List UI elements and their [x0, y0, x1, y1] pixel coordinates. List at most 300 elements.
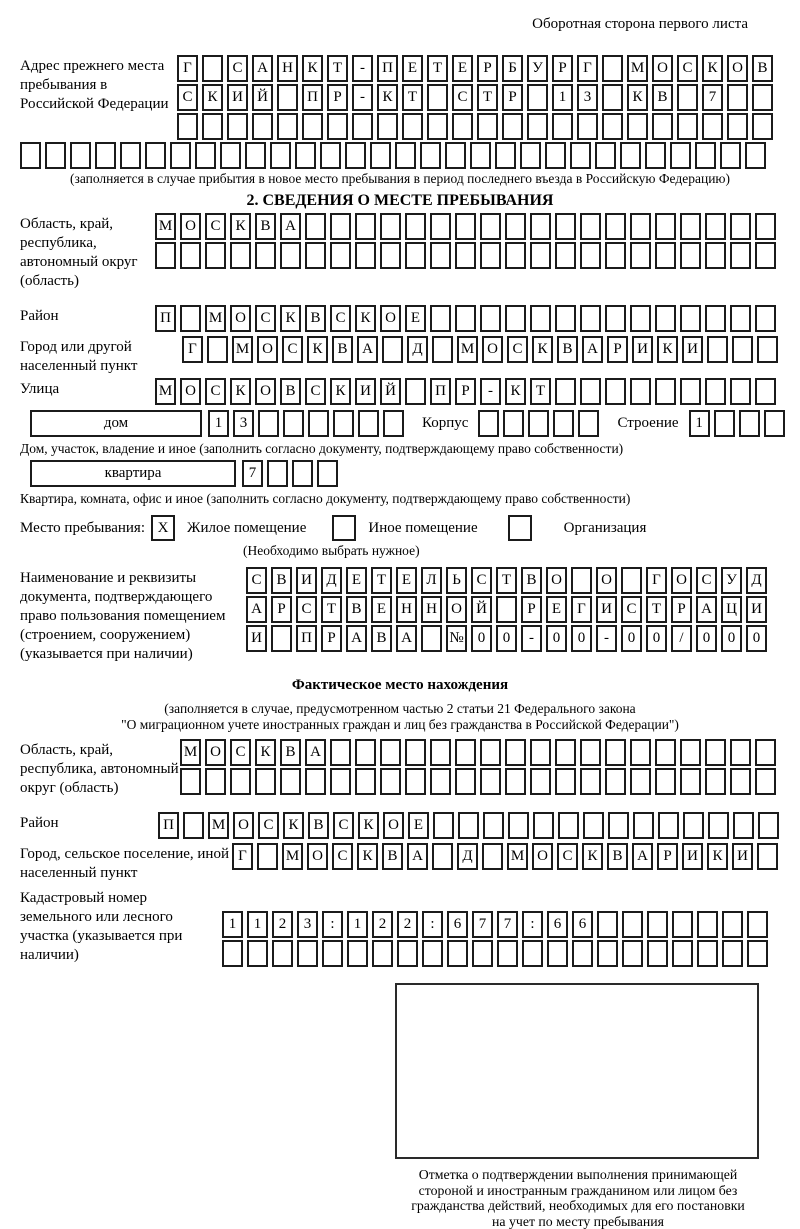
char-cell[interactable]	[372, 940, 393, 967]
char-cell[interactable]	[758, 812, 779, 839]
char-cell[interactable]: К	[627, 84, 648, 111]
char-cell[interactable]: М	[155, 378, 176, 405]
char-cell[interactable]	[202, 55, 223, 82]
char-cell[interactable]	[20, 142, 41, 169]
char-cell[interactable]	[405, 378, 426, 405]
char-cell[interactable]: С	[246, 567, 267, 594]
char-cell[interactable]	[697, 911, 718, 938]
char-cell[interactable]	[478, 410, 499, 437]
char-cell[interactable]: 7	[702, 84, 723, 111]
char-cell[interactable]	[622, 940, 643, 967]
char-cell[interactable]	[547, 940, 568, 967]
char-cell[interactable]: Г	[182, 336, 203, 363]
char-cell[interactable]: В	[346, 596, 367, 623]
char-cell[interactable]	[308, 410, 329, 437]
char-cell[interactable]: К	[355, 305, 376, 332]
char-cell[interactable]	[580, 242, 601, 269]
char-cell[interactable]	[695, 142, 716, 169]
char-cell[interactable]	[633, 812, 654, 839]
char-cell[interactable]: Е	[546, 596, 567, 623]
confirmation-stamp-box[interactable]	[395, 983, 759, 1159]
char-cell[interactable]	[302, 113, 323, 140]
char-cell[interactable]	[177, 113, 198, 140]
char-cell[interactable]: /	[671, 625, 692, 652]
char-cell[interactable]	[672, 911, 693, 938]
char-cell[interactable]	[608, 812, 629, 839]
char-cell[interactable]	[732, 336, 753, 363]
char-cell[interactable]	[272, 940, 293, 967]
char-cell[interactable]	[455, 242, 476, 269]
char-cell[interactable]	[705, 305, 726, 332]
char-cell[interactable]	[730, 242, 751, 269]
char-cell[interactable]	[427, 113, 448, 140]
char-cell[interactable]: В	[305, 305, 326, 332]
char-cell[interactable]	[655, 213, 676, 240]
char-cell[interactable]	[380, 739, 401, 766]
char-cell[interactable]	[430, 768, 451, 795]
char-cell[interactable]: О	[255, 378, 276, 405]
char-cell[interactable]: О	[727, 55, 748, 82]
char-cell[interactable]	[705, 739, 726, 766]
char-cell[interactable]	[345, 142, 366, 169]
char-cell[interactable]: Г	[577, 55, 598, 82]
stay-type-checkbox-dwelling[interactable]: X	[151, 515, 175, 541]
char-cell[interactable]	[432, 336, 453, 363]
char-cell[interactable]: О	[482, 336, 503, 363]
char-cell[interactable]	[730, 768, 751, 795]
char-cell[interactable]	[655, 305, 676, 332]
char-cell[interactable]	[370, 142, 391, 169]
char-cell[interactable]: Н	[421, 596, 442, 623]
char-cell[interactable]	[647, 911, 668, 938]
char-cell[interactable]	[533, 812, 554, 839]
char-cell[interactable]: К	[505, 378, 526, 405]
char-cell[interactable]: С	[205, 378, 226, 405]
char-cell[interactable]: Р	[552, 55, 573, 82]
char-cell[interactable]	[247, 940, 268, 967]
char-cell[interactable]	[645, 142, 666, 169]
char-cell[interactable]	[580, 213, 601, 240]
char-cell[interactable]: Е	[396, 567, 417, 594]
char-cell[interactable]: К	[280, 305, 301, 332]
char-cell[interactable]	[652, 113, 673, 140]
char-cell[interactable]	[355, 213, 376, 240]
char-cell[interactable]: Н	[277, 55, 298, 82]
char-cell[interactable]	[578, 410, 599, 437]
char-cell[interactable]	[227, 113, 248, 140]
char-cell[interactable]: 3	[297, 911, 318, 938]
char-cell[interactable]: У	[527, 55, 548, 82]
char-cell[interactable]	[755, 213, 776, 240]
char-cell[interactable]	[270, 142, 291, 169]
char-cell[interactable]	[672, 940, 693, 967]
char-cell[interactable]	[430, 213, 451, 240]
char-cell[interactable]: Е	[402, 55, 423, 82]
char-cell[interactable]: Д	[457, 843, 478, 870]
char-cell[interactable]	[483, 812, 504, 839]
char-cell[interactable]: К	[582, 843, 603, 870]
char-cell[interactable]: В	[652, 84, 673, 111]
char-cell[interactable]: Г	[646, 567, 667, 594]
char-cell[interactable]: С	[230, 739, 251, 766]
char-cell[interactable]: К	[283, 812, 304, 839]
char-cell[interactable]	[555, 378, 576, 405]
char-cell[interactable]	[455, 305, 476, 332]
char-cell[interactable]	[530, 768, 551, 795]
char-cell[interactable]: 2	[272, 911, 293, 938]
char-cell[interactable]	[677, 113, 698, 140]
char-cell[interactable]: 7	[242, 460, 263, 487]
char-cell[interactable]	[480, 768, 501, 795]
char-cell[interactable]: А	[346, 625, 367, 652]
char-cell[interactable]	[670, 142, 691, 169]
char-cell[interactable]: 3	[233, 410, 254, 437]
char-cell[interactable]: П	[296, 625, 317, 652]
char-cell[interactable]: К	[202, 84, 223, 111]
char-cell[interactable]	[757, 336, 778, 363]
char-cell[interactable]: К	[302, 55, 323, 82]
char-cell[interactable]	[330, 213, 351, 240]
char-cell[interactable]: В	[308, 812, 329, 839]
char-cell[interactable]: Т	[530, 378, 551, 405]
char-cell[interactable]	[755, 768, 776, 795]
char-cell[interactable]	[680, 213, 701, 240]
char-cell[interactable]	[145, 142, 166, 169]
char-cell[interactable]	[747, 911, 768, 938]
char-cell[interactable]	[680, 305, 701, 332]
char-cell[interactable]: В	[607, 843, 628, 870]
char-cell[interactable]	[545, 142, 566, 169]
char-cell[interactable]	[430, 305, 451, 332]
char-cell[interactable]	[658, 812, 679, 839]
char-cell[interactable]	[764, 410, 785, 437]
char-cell[interactable]	[527, 84, 548, 111]
char-cell[interactable]: А	[396, 625, 417, 652]
char-cell[interactable]: В	[280, 378, 301, 405]
char-cell[interactable]	[480, 213, 501, 240]
char-cell[interactable]: Р	[321, 625, 342, 652]
char-cell[interactable]: С	[227, 55, 248, 82]
char-cell[interactable]	[722, 940, 743, 967]
char-cell[interactable]	[427, 84, 448, 111]
char-cell[interactable]: И	[746, 596, 767, 623]
char-cell[interactable]	[580, 768, 601, 795]
char-cell[interactable]	[705, 242, 726, 269]
char-cell[interactable]: В	[371, 625, 392, 652]
char-cell[interactable]	[180, 305, 201, 332]
char-cell[interactable]	[745, 142, 766, 169]
char-cell[interactable]: С	[296, 596, 317, 623]
char-cell[interactable]	[755, 242, 776, 269]
char-cell[interactable]: К	[230, 213, 251, 240]
char-cell[interactable]: Д	[321, 567, 342, 594]
char-cell[interactable]: П	[158, 812, 179, 839]
char-cell[interactable]	[555, 213, 576, 240]
char-cell[interactable]: Р	[657, 843, 678, 870]
char-cell[interactable]	[605, 739, 626, 766]
char-cell[interactable]: В	[521, 567, 542, 594]
char-cell[interactable]	[327, 113, 348, 140]
char-cell[interactable]: -	[521, 625, 542, 652]
char-cell[interactable]: -	[352, 55, 373, 82]
char-cell[interactable]: Е	[408, 812, 429, 839]
char-cell[interactable]: К	[330, 378, 351, 405]
char-cell[interactable]	[730, 213, 751, 240]
char-cell[interactable]	[405, 242, 426, 269]
char-cell[interactable]	[630, 739, 651, 766]
char-cell[interactable]	[572, 940, 593, 967]
char-cell[interactable]: С	[282, 336, 303, 363]
char-cell[interactable]	[720, 142, 741, 169]
char-cell[interactable]	[472, 940, 493, 967]
char-cell[interactable]	[655, 739, 676, 766]
char-cell[interactable]	[355, 242, 376, 269]
char-cell[interactable]: А	[280, 213, 301, 240]
char-cell[interactable]: -	[596, 625, 617, 652]
char-cell[interactable]	[347, 940, 368, 967]
char-cell[interactable]	[70, 142, 91, 169]
char-cell[interactable]	[258, 410, 279, 437]
char-cell[interactable]	[555, 768, 576, 795]
char-cell[interactable]: И	[227, 84, 248, 111]
char-cell[interactable]	[680, 768, 701, 795]
char-cell[interactable]: П	[377, 55, 398, 82]
char-cell[interactable]: К	[230, 378, 251, 405]
char-cell[interactable]	[697, 940, 718, 967]
char-cell[interactable]: А	[305, 739, 326, 766]
char-cell[interactable]: С	[177, 84, 198, 111]
char-cell[interactable]	[655, 242, 676, 269]
char-cell[interactable]	[597, 940, 618, 967]
char-cell[interactable]	[630, 768, 651, 795]
char-cell[interactable]	[630, 305, 651, 332]
char-cell[interactable]: И	[246, 625, 267, 652]
char-cell[interactable]	[555, 739, 576, 766]
char-cell[interactable]	[420, 142, 441, 169]
char-cell[interactable]	[482, 843, 503, 870]
char-cell[interactable]	[508, 812, 529, 839]
char-cell[interactable]: О	[233, 812, 254, 839]
char-cell[interactable]	[730, 305, 751, 332]
char-cell[interactable]: -	[352, 84, 373, 111]
char-cell[interactable]	[680, 739, 701, 766]
char-cell[interactable]	[433, 812, 454, 839]
char-cell[interactable]	[705, 768, 726, 795]
char-cell[interactable]: О	[230, 305, 251, 332]
char-cell[interactable]: О	[257, 336, 278, 363]
char-cell[interactable]: С	[696, 567, 717, 594]
char-cell[interactable]: К	[702, 55, 723, 82]
char-cell[interactable]: Д	[746, 567, 767, 594]
char-cell[interactable]	[555, 242, 576, 269]
char-cell[interactable]	[496, 596, 517, 623]
char-cell[interactable]	[571, 567, 592, 594]
char-cell[interactable]: М	[208, 812, 229, 839]
char-cell[interactable]	[630, 378, 651, 405]
char-cell[interactable]: О	[596, 567, 617, 594]
char-cell[interactable]	[605, 305, 626, 332]
char-cell[interactable]	[422, 940, 443, 967]
stay-type-checkbox-other[interactable]	[332, 515, 356, 541]
char-cell[interactable]	[605, 242, 626, 269]
char-cell[interactable]	[505, 305, 526, 332]
char-cell[interactable]	[255, 768, 276, 795]
char-cell[interactable]: Р	[271, 596, 292, 623]
char-cell[interactable]	[605, 768, 626, 795]
char-cell[interactable]	[405, 213, 426, 240]
char-cell[interactable]: С	[557, 843, 578, 870]
char-cell[interactable]	[733, 812, 754, 839]
char-cell[interactable]	[405, 768, 426, 795]
char-cell[interactable]	[245, 142, 266, 169]
char-cell[interactable]	[292, 460, 313, 487]
char-cell[interactable]: Й	[380, 378, 401, 405]
char-cell[interactable]	[683, 812, 704, 839]
char-cell[interactable]	[558, 812, 579, 839]
char-cell[interactable]	[330, 242, 351, 269]
char-cell[interactable]: Н	[396, 596, 417, 623]
char-cell[interactable]: 1	[552, 84, 573, 111]
char-cell[interactable]	[358, 410, 379, 437]
char-cell[interactable]	[680, 378, 701, 405]
char-cell[interactable]: Т	[321, 596, 342, 623]
char-cell[interactable]	[503, 410, 524, 437]
char-cell[interactable]: А	[252, 55, 273, 82]
char-cell[interactable]: К	[307, 336, 328, 363]
char-cell[interactable]	[382, 336, 403, 363]
char-cell[interactable]	[355, 739, 376, 766]
char-cell[interactable]	[205, 242, 226, 269]
char-cell[interactable]: К	[707, 843, 728, 870]
char-cell[interactable]	[755, 378, 776, 405]
char-cell[interactable]	[555, 305, 576, 332]
char-cell[interactable]	[747, 940, 768, 967]
char-cell[interactable]: :	[322, 911, 343, 938]
char-cell[interactable]: С	[507, 336, 528, 363]
char-cell[interactable]: П	[430, 378, 451, 405]
char-cell[interactable]	[220, 142, 241, 169]
char-cell[interactable]: Р	[477, 55, 498, 82]
char-cell[interactable]	[207, 336, 228, 363]
char-cell[interactable]: 7	[497, 911, 518, 938]
char-cell[interactable]: Р	[607, 336, 628, 363]
char-cell[interactable]	[421, 625, 442, 652]
char-cell[interactable]	[597, 911, 618, 938]
char-cell[interactable]	[271, 625, 292, 652]
char-cell[interactable]	[655, 378, 676, 405]
char-cell[interactable]: Р	[327, 84, 348, 111]
char-cell[interactable]: Г	[232, 843, 253, 870]
char-cell[interactable]	[405, 739, 426, 766]
char-cell[interactable]: 1	[247, 911, 268, 938]
char-cell[interactable]	[322, 940, 343, 967]
char-cell[interactable]	[530, 242, 551, 269]
char-cell[interactable]: Е	[346, 567, 367, 594]
char-cell[interactable]	[447, 940, 468, 967]
char-cell[interactable]	[739, 410, 760, 437]
char-cell[interactable]	[553, 410, 574, 437]
char-cell[interactable]: Т	[477, 84, 498, 111]
char-cell[interactable]	[380, 768, 401, 795]
char-cell[interactable]	[255, 242, 276, 269]
char-cell[interactable]: Д	[407, 336, 428, 363]
char-cell[interactable]: №	[446, 625, 467, 652]
char-cell[interactable]	[530, 213, 551, 240]
char-cell[interactable]: 2	[372, 911, 393, 938]
char-cell[interactable]: М	[282, 843, 303, 870]
char-cell[interactable]: Ц	[721, 596, 742, 623]
char-cell[interactable]: О	[446, 596, 467, 623]
char-cell[interactable]	[458, 812, 479, 839]
char-cell[interactable]: 0	[696, 625, 717, 652]
char-cell[interactable]	[202, 113, 223, 140]
char-cell[interactable]	[505, 739, 526, 766]
char-cell[interactable]: А	[357, 336, 378, 363]
char-cell[interactable]	[180, 768, 201, 795]
char-cell[interactable]: 6	[447, 911, 468, 938]
char-cell[interactable]: 1	[689, 410, 710, 437]
char-cell[interactable]	[520, 142, 541, 169]
char-cell[interactable]	[377, 113, 398, 140]
char-cell[interactable]: Г	[177, 55, 198, 82]
char-cell[interactable]	[505, 213, 526, 240]
char-cell[interactable]: С	[255, 305, 276, 332]
char-cell[interactable]	[380, 242, 401, 269]
char-cell[interactable]	[605, 213, 626, 240]
char-cell[interactable]	[752, 113, 773, 140]
char-cell[interactable]	[708, 812, 729, 839]
char-cell[interactable]: И	[596, 596, 617, 623]
char-cell[interactable]: М	[155, 213, 176, 240]
char-cell[interactable]	[257, 843, 278, 870]
char-cell[interactable]	[280, 242, 301, 269]
stay-type-checkbox-organization[interactable]	[508, 515, 532, 541]
char-cell[interactable]: Т	[371, 567, 392, 594]
char-cell[interactable]	[252, 113, 273, 140]
char-cell[interactable]: М	[232, 336, 253, 363]
char-cell[interactable]: А	[246, 596, 267, 623]
char-cell[interactable]	[45, 142, 66, 169]
char-cell[interactable]	[355, 768, 376, 795]
char-cell[interactable]	[170, 142, 191, 169]
char-cell[interactable]: О	[671, 567, 692, 594]
char-cell[interactable]	[455, 213, 476, 240]
char-cell[interactable]: А	[696, 596, 717, 623]
char-cell[interactable]	[755, 739, 776, 766]
char-cell[interactable]	[755, 305, 776, 332]
char-cell[interactable]	[502, 113, 523, 140]
char-cell[interactable]	[480, 739, 501, 766]
char-cell[interactable]	[330, 739, 351, 766]
char-cell[interactable]	[602, 84, 623, 111]
char-cell[interactable]	[621, 567, 642, 594]
char-cell[interactable]: В	[332, 336, 353, 363]
char-cell[interactable]	[727, 84, 748, 111]
char-cell[interactable]: К	[657, 336, 678, 363]
char-cell[interactable]	[730, 739, 751, 766]
char-cell[interactable]: М	[627, 55, 648, 82]
char-cell[interactable]: Г	[571, 596, 592, 623]
char-cell[interactable]: С	[330, 305, 351, 332]
char-cell[interactable]	[722, 911, 743, 938]
char-cell[interactable]: 0	[571, 625, 592, 652]
char-cell[interactable]: В	[752, 55, 773, 82]
char-cell[interactable]: О	[180, 213, 201, 240]
char-cell[interactable]	[330, 768, 351, 795]
char-cell[interactable]	[630, 242, 651, 269]
char-cell[interactable]: Ь	[446, 567, 467, 594]
char-cell[interactable]: Т	[327, 55, 348, 82]
